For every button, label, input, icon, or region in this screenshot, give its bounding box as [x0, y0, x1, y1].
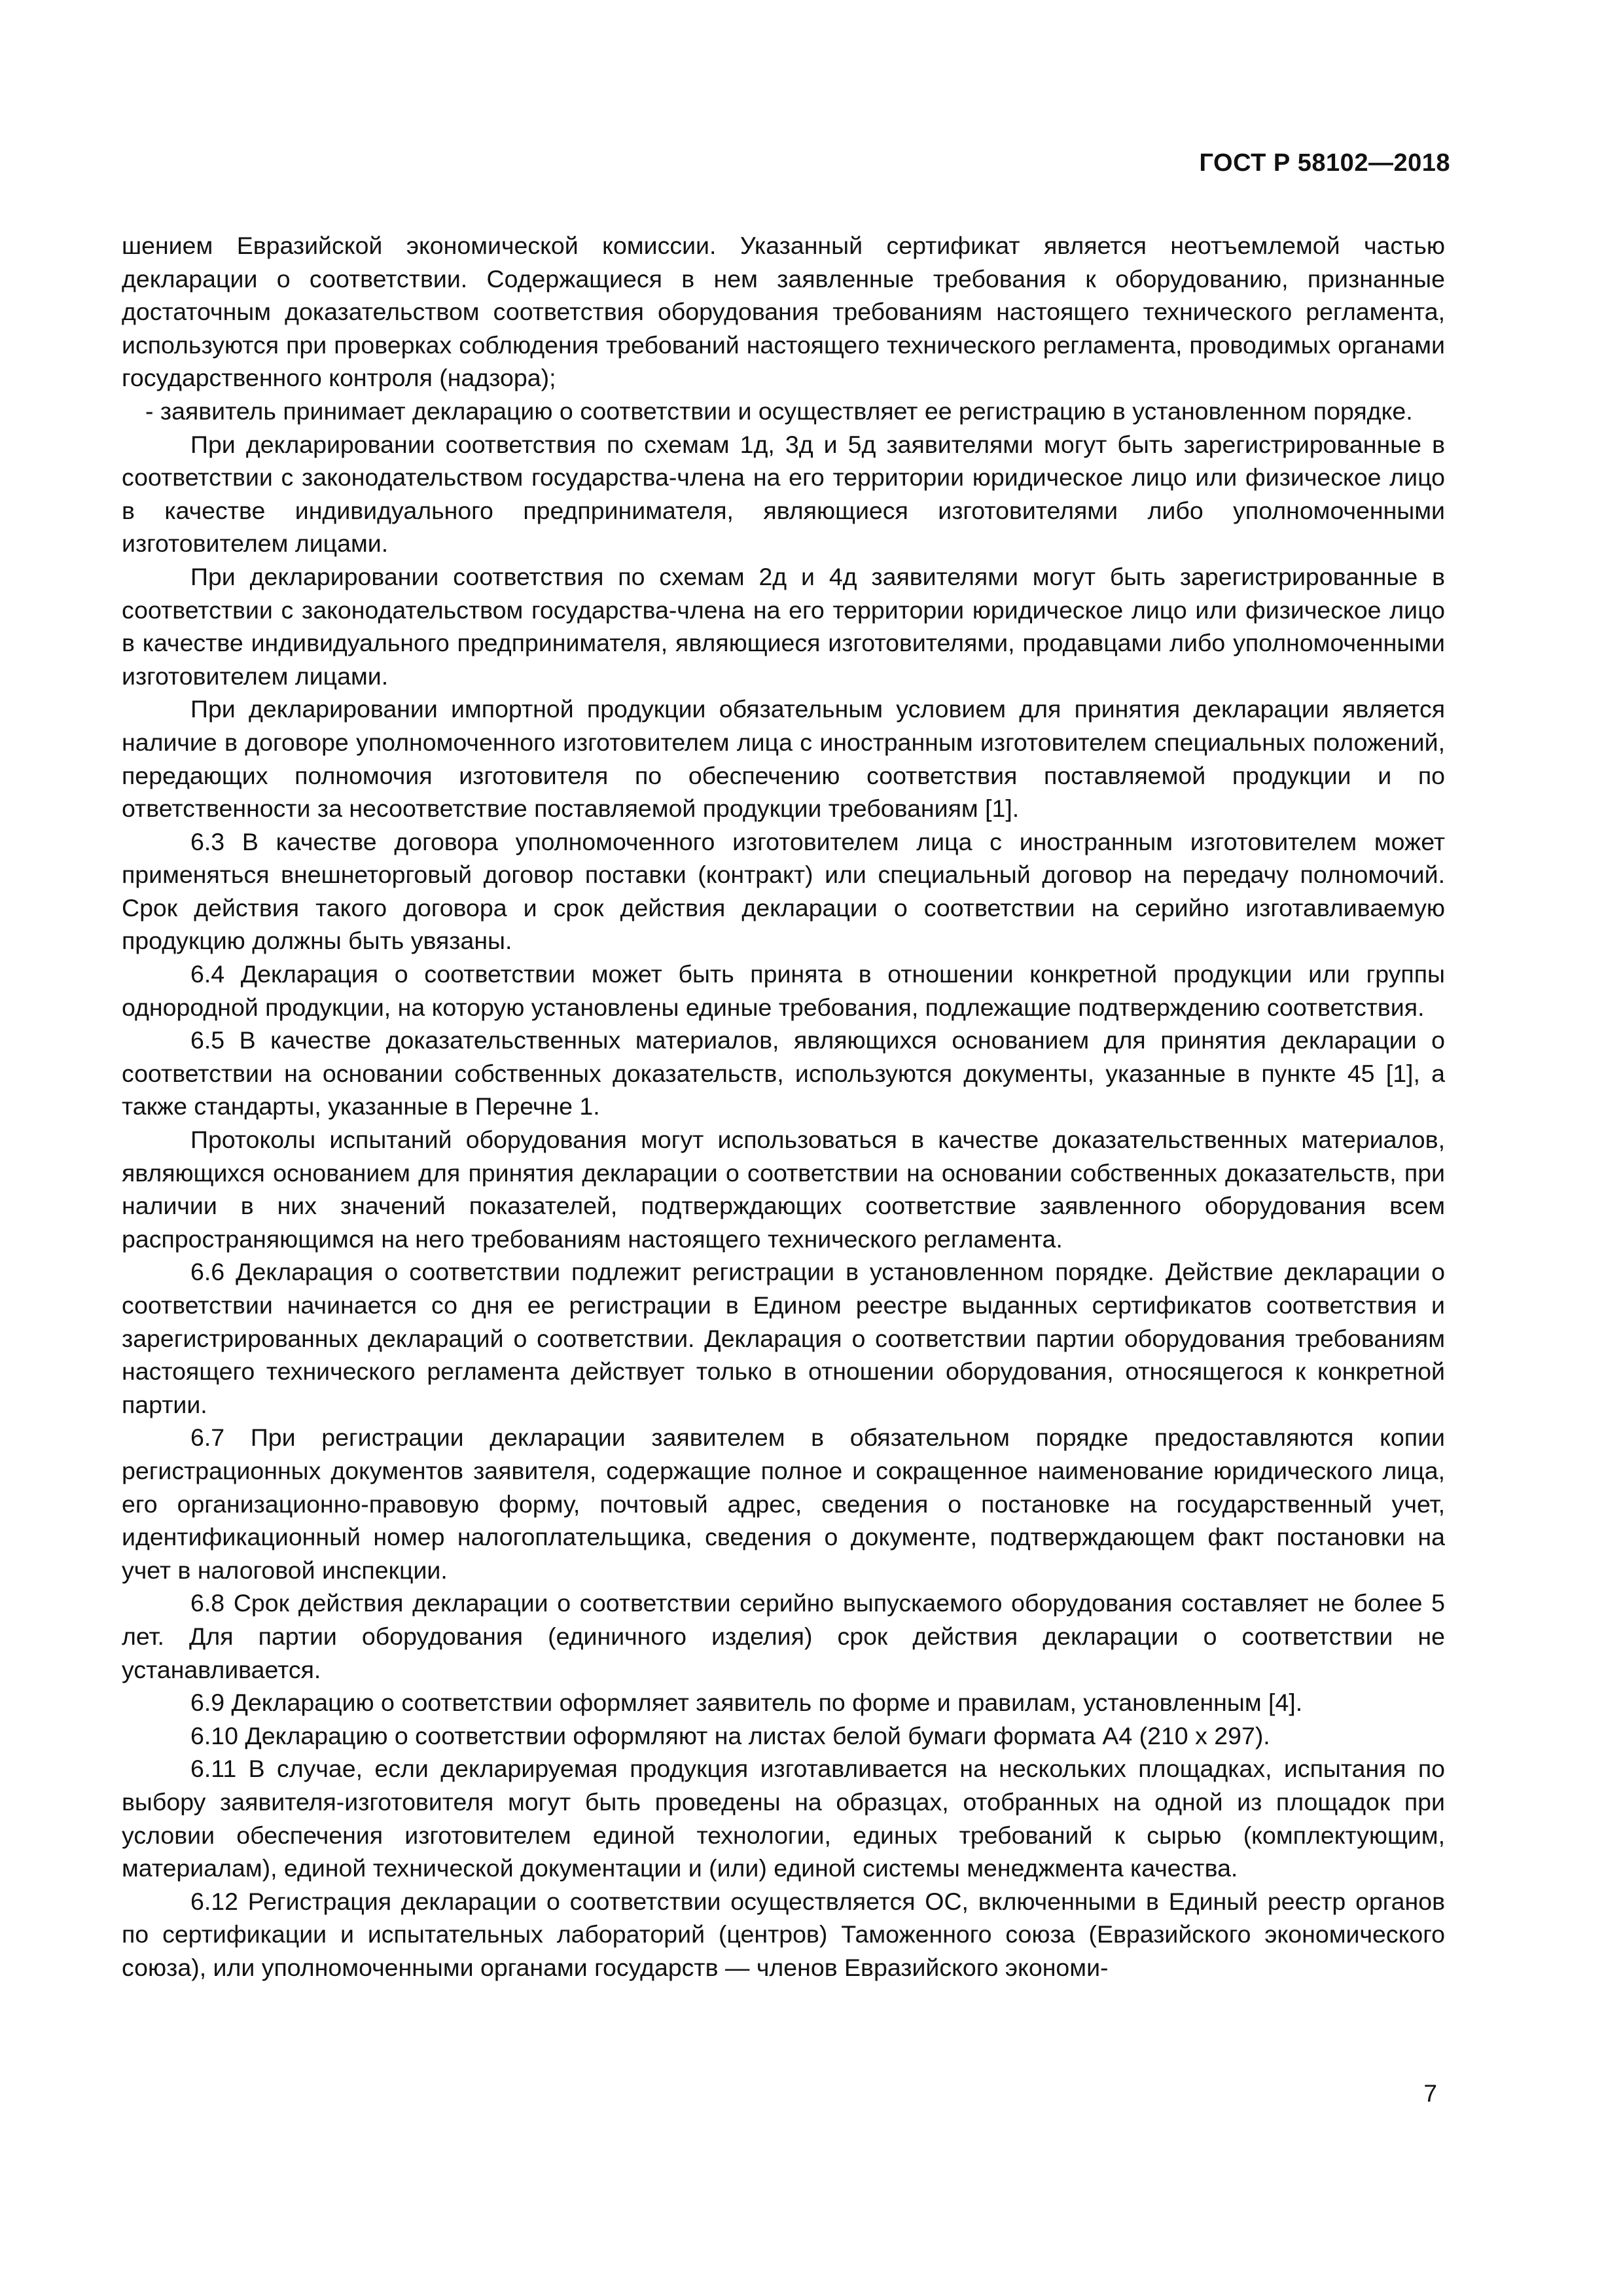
paragraph-test-protocols: Протоколы испытаний оборудования могут использоваться в качестве доказательственных материалов, являющихся основанием для принятия декларации о соответствии на основании собственных доказательств, при наличии в них значений показателей, подтверждающих соответствие заявленного оборудования всем распространяющимся на него требованиям настоящего технического регламента.	[122, 1126, 1445, 1253]
paragraph-6-8: 6.8 Срок действия декларации о соответствии серийно выпускаемого оборудования составляет не более 5 лет. Для партии оборудования (единичного изделия) срок действия декларации о соответствии не устанавливается.	[122, 1589, 1445, 1683]
paragraph-6-4: 6.4 Декларация о соответствии может быть принята в отношении конкретной продукции или группы однородной продукции, на которую установлены единые требования, подлежащие подтверждению соответствия.	[122, 960, 1445, 1021]
paragraph-list-item: - заявитель принимает декларацию о соответствии и осуществляет ее регистрацию в установленном порядке.	[145, 397, 1413, 425]
paragraph-6-3: 6.3 В качестве договора уполномоченного изготовителем лица с иностранным изготовителем может применяться внешнеторговый договор поставки (контракт) или специальный договор на передачу полномочий. Срок действия такого договора и срок действия декларации о соответствии на серийно изготавливаемую продукцию должны быть увязаны.	[122, 827, 1445, 955]
paragraph-6-7: 6.7 При регистрации декларации заявителем в обязательном порядке предоставляются копии регистрационных документов заявителя, содержащие полное и сокращенное наименование юридического лица, его организационно-правовую форму, почтовый адрес, сведения о постановке на государственный учет, идентификационный номер налогоплательщика, сведения о документе, подтверждающем факт постановки на учет в налоговой инспекции.	[122, 1424, 1445, 1584]
paragraph-6-5: 6.5 В качестве доказательственных материалов, являющихся основанием для принятия декларации о соответствии на основании собственных доказательств, используются документы, указанные в пункте 45 [1], а также стандарты, указанные в Перечне 1.	[122, 1026, 1445, 1121]
paragraph-schemes-2d-4d: При декларировании соответствия по схемам 2д и 4д заявителями могут быть зарегистрированные в соответствии с законодательством государства-члена на его территории юридическое лицо или физическое лицо в качестве индивидуального предпринимателя, являющиеся изготовителями, продавцами либо уполномоченными изготовителем лицами.	[122, 562, 1445, 690]
page-number: 7	[1423, 2080, 1437, 2107]
document-body	[122, 229, 1445, 1984]
paragraph-6-10: 6.10 Декларацию о соответствии оформляют на листах белой бумаги формата А4 (210 х 297).	[190, 1721, 1270, 1749]
paragraph-6-6: 6.6 Декларация о соответствии подлежит регистрации в установленном порядке. Действие декларации о соответствии начинается со дня ее регистрации в Едином реестре выданных сертификатов соответствия и зарегистрированных деклараций о соответствии. Декларация о соответствии партии оборудования требованиям настоящего технического регламента действует только в отношении оборудования, относящегося к конкретной партии.	[122, 1258, 1445, 1418]
paragraph-6-11: 6.11 В случае, если декларируемая продукция изготавливается на нескольких площадках, испытания по выбору заявителя-изготовителя могут быть проведены на образцах, отобранных на одной из площадок при условии обеспечения изготовителем единой технологии, единых требований к сырью (комплектующим, материалам), единой технической документации и (или) единой системы менеджмента качества.	[122, 1755, 1445, 1882]
paragraph-schemes-1d-3d-5d: При декларировании соответствия по схемам 1д, 3д и 5д заявителями могут быть зарегистрированные в соответствии с законодательством государства-члена на его территории юридическое лицо или физическое лицо в качестве индивидуального предпринимателя, являющиеся изготовителями либо уполномоченными изготовителем лицами.	[122, 430, 1445, 558]
document-code-header: ГОСТ Р 58102—2018	[1199, 149, 1450, 177]
paragraph-6-12: 6.12 Регистрация декларации о соответствии осуществляется ОС, включенными в Единый реестр органов по сертификации и испытательных лабораторий (центров) Таможенного союза (Евразийского экономического союза), или уполномоченными органами государств — членов Евразийского экономи-	[122, 1887, 1445, 1981]
paragraph-import-products: При декларировании импортной продукции обязательным условием для принятия декларации является наличие в договоре уполномоченного изготовителем лица с иностранным изготовителем специальных положений, передающих полномочия изготовителя по обеспечению соответствия поставляемой продукции и по ответственности за несоответствие поставляемой продукции требованиям [1].	[122, 695, 1445, 823]
paragraph-6-9: 6.9 Декларацию о соответствии оформляет заявитель по форме и правилам, установленным [4].	[190, 1689, 1303, 1717]
paragraph-continuation: шением Евразийской экономической комиссии. Указанный сертификат является неотъемлемой частью декларации о соответствии. Содержащиеся в нем заявленные требования к оборудованию, признанные достаточным доказательством соответствия оборудования требованиям настоящего технического регламента, используются при проверках соблюдения требований настоящего технического регламента, проводимых органами государственного контроля (надзора);	[122, 232, 1445, 392]
